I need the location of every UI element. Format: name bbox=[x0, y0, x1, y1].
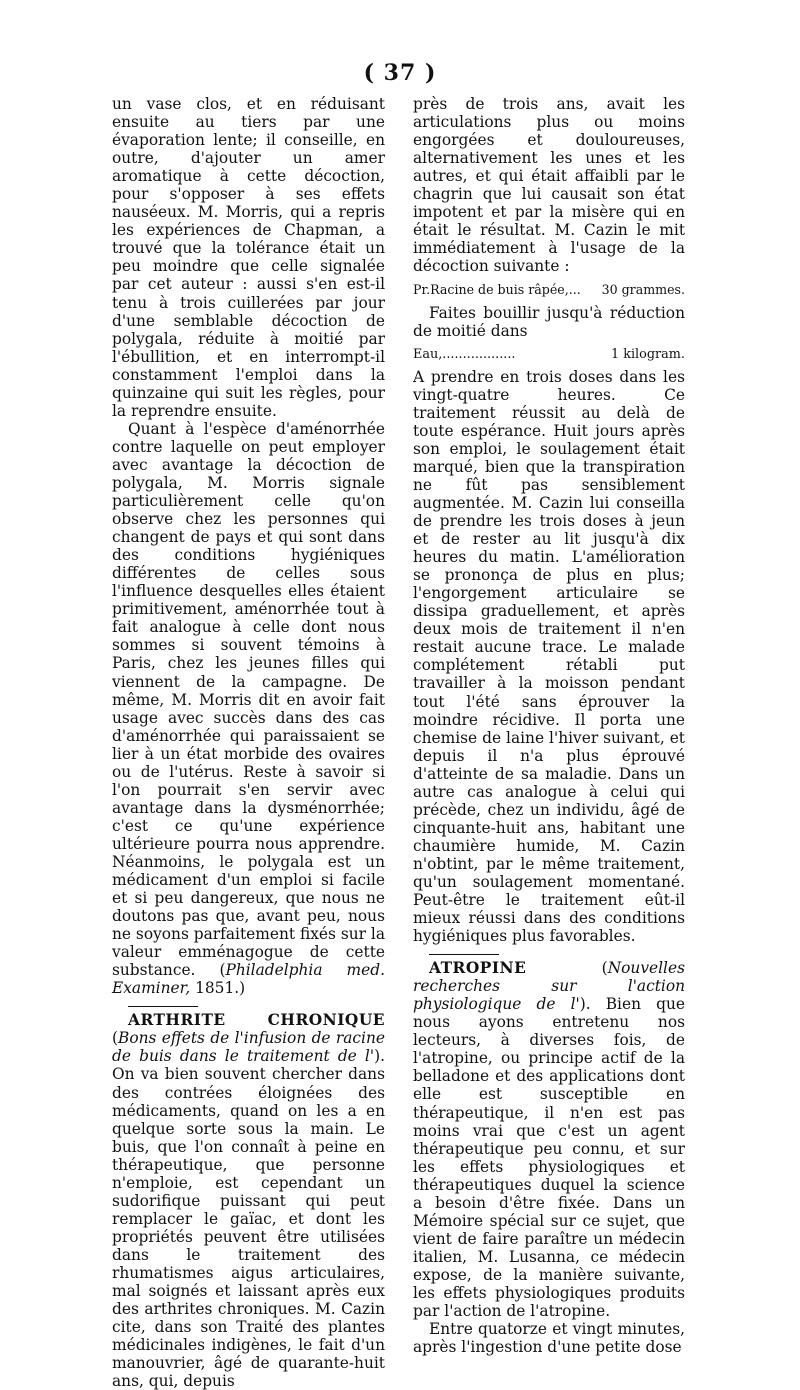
arthrite-article bbox=[112, 1011, 385, 1390]
atropine-body: ). Bien que nous ayons entretenu nos lecteurs, à diverses fois, de l'atropine, ou principe actif de la belladone et des applications dont elle est susceptible en thérapeutique, il n'en est pas moins vrai que c'est un agent thérapeutique peu connu, et sur les effets physiologiques et thérapeutiques duquel la science a besoin d'être fixée. Dans un Mémoire spécial sur ce sujet, que vient de faire paraître un médecin italien, M. Lusanna, ce médecin expose, de la manière suivante, les effets physiologiques produits par l'action de l'atropine. bbox=[413, 995, 685, 1321]
recipe-1-amount: 30 grammes. bbox=[601, 282, 685, 298]
arthrite-heading: ARTHRITE CHRONIQUE bbox=[128, 1011, 385, 1030]
arthrite-paren-open: ( bbox=[112, 1029, 119, 1048]
recipe-line-2 bbox=[413, 346, 685, 364]
right-paragraph-1: près de trois ans, avait les articulations plus ou moins engorgées et douloureuses, alternativement les unes et les autres, et qui était affaibli par le chagrin que lui causait son état impotent et par la misère qui en était le résultat. M. Cazin le mit immédiatement à l'usage de la décoction suivante : bbox=[413, 95, 685, 276]
recipe-2-ingredient: Eau,.................. bbox=[413, 346, 516, 362]
right-column bbox=[413, 95, 685, 1356]
page-number: ( 37 ) bbox=[363, 60, 437, 86]
left-paragraph-2-text: Quant à l'espèce d'aménorrhée contre laquelle on peut employer avec avantage la décoction de polygala, M. Morris signale particulièrement celle qu'on observe chez les personnes qui changent de pays et qui sont dans des conditions hygiéniques différentes de celles sous l'influence desquelles elles étaient primitivement, aménorrhée tout à fait analogue à celle dont nous sommes si souvent témoins à Paris, chez les jeunes filles qui viennent de la campagne. De même, M. Morris dit en avoir fait usage avec succès dans des cas d'aménorrhée qui paraissaient se lier à un état morbide des ovaires ou de l'utérus. Reste à savoir si l'on pourrait s'en servir avec avantage dans la dysménorrhée; c'est ce qu'une expérience ultérieure pourra nous apprendre. Néanmoins, le polygala est un médicament d'un emploi si facile et si peu dangereux, que nous ne doutons pas que, avant peu, nous ne soyons parfaitement fixés sur la valeur emménagogue de cette substance. ( bbox=[112, 419, 385, 980]
right-last-paragraph: Entre quatorze et vingt minutes, après l'ingestion d'une petite dose bbox=[413, 1320, 685, 1357]
arthrite-body: ). On va bien souvent chercher dans des contrées éloignées des médicaments, quand on les a en quelque sorte sous la main. Le buis, que l'on connaît à peine en thérapeutique, que personne n'emploie, est cependant un sudorifique puissant qui peut remplacer le gaïac, et dont les propriétés peuvent être utilisées dans le traitement des rhumatismes aigus articulaires, mal soignés et laissant après eux des arthrites chroniques. M. Cazin cite, dans son Traité des plantes médicinales indigènes, le fait d'un manouvrier, âgé de quarante-huit ans, qui, depuis bbox=[112, 1047, 385, 1390]
arthrite-subtitle: Bons effets de l'infusion de racine de buis dans le traitement de l' bbox=[112, 1029, 385, 1066]
atropine-subtitle: Nouvelles recherches sur l'action physiologique de l' bbox=[413, 959, 685, 1014]
divider-rule bbox=[429, 954, 499, 955]
atropine-paren-open: ( bbox=[526, 959, 608, 978]
left-paragraph-1: un vase clos, et en réduisant ensuite au tiers par une évaporation lente; il conseille, en outre, d'ajouter un amer aromatique à cette décoction, pour s'opposer à ses effets nauséeux. M. Morris, qui a repris les expériences de Chapman, a trouvé que la tolérance était un peu moindre que celle signalée par cet auteur : aussi s'en est-il tenu à trois cuillerées par jour d'une semblable décoction de polygala, réduite à moitié par l'ébullition, et en interrompt-il constamment l'emploi dans la quinzaine qui suit les règles, pour la reprendre ensuite. bbox=[112, 95, 385, 420]
atropine-heading: ATROPINE bbox=[429, 959, 527, 978]
left-paragraph-2 bbox=[112, 420, 385, 998]
right-paragraph-3: A prendre en trois doses dans les vingt-quatre heures. Ce traitement réussit au delà de toute espérance. Huit jours après son emploi, le soulagement était marqué, bien que la transpiration ne fût pas sensiblement augmentée. M. Cazin lui conseilla de prendre les trois doses à jeun et de rester au lit jusqu'à dix heures du matin. L'amélioration se prononça de plus en plus; l'engorgement articulaire se dissipa graduellement, et après deux mois de traitement il n'en restait aucune trace. Le malade complétement rétabli put travailler à la moisson pendant tout l'été sans éprouver la moindre récidive. Il porta une chemise de laine l'hiver suivant, et depuis il n'a plus éprouvé d'atteinte de sa maladie. Dans un autre cas analogue à celui qui précède, chez un individu, âgé de cinquante-huit ans, habitant une chaumière humide, M. Cazin n'obtint, par le même traitement, qu'un soulagement momentané. Peut-être le traitement eût-il mieux réussi dans des conditions hygiéniques plus favorables. bbox=[413, 367, 685, 946]
divider-rule bbox=[128, 1006, 198, 1007]
recipe-line-1 bbox=[413, 281, 685, 299]
citation-year: 1851.) bbox=[190, 979, 246, 998]
recipe-1-ingredient: Pr.Racine de buis râpée,... bbox=[413, 282, 581, 298]
section-divider-atropine bbox=[413, 945, 685, 959]
citation: Philadelphia med. Examiner, bbox=[112, 961, 385, 998]
recipe-2-amount: 1 kilogram. bbox=[611, 346, 685, 362]
left-column bbox=[112, 95, 385, 1390]
section-divider-arthrite bbox=[112, 997, 385, 1011]
boil-instruction: Faites bouillir jusqu'à réduction de moitié dans bbox=[413, 303, 685, 340]
atropine-article bbox=[413, 959, 685, 1320]
